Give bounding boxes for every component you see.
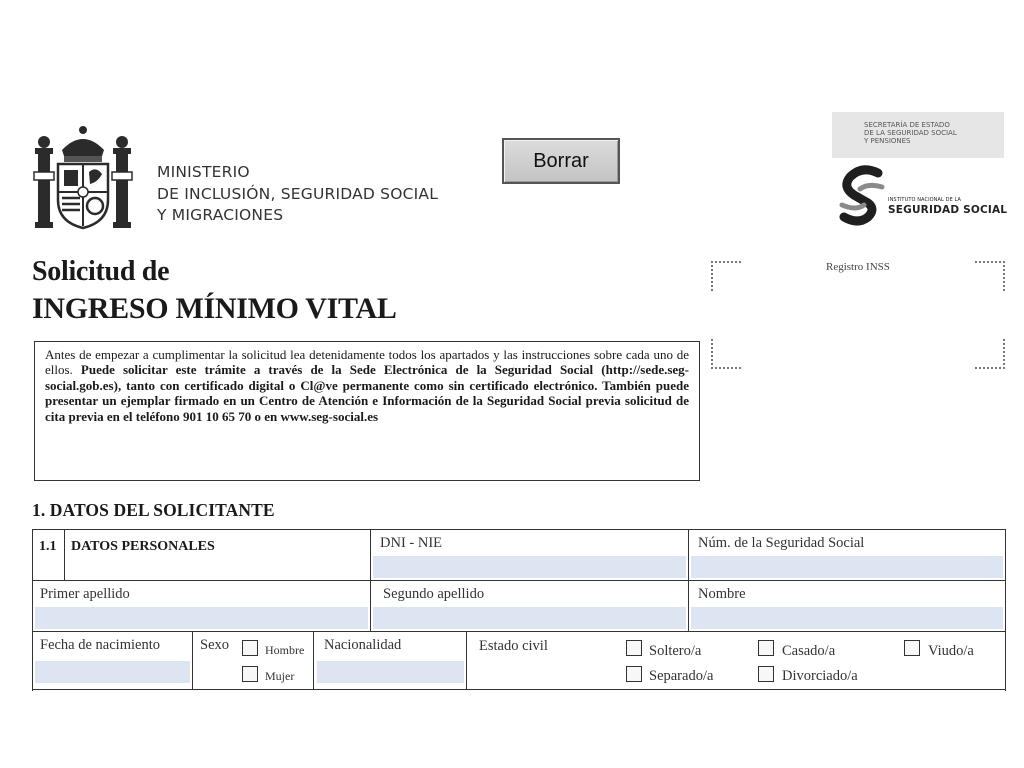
- registro-inss-label: Registro INSS: [826, 261, 890, 273]
- inss-logo-icon: [838, 165, 886, 227]
- num-ss-label: Núm. de la Seguridad Social: [698, 535, 865, 551]
- divorciado-label: Divorciado/a: [782, 668, 858, 684]
- borrar-button[interactable]: Borrar: [502, 138, 620, 184]
- ministry-name: [157, 162, 438, 227]
- nacionalidad-input[interactable]: [317, 661, 464, 683]
- row-divider: [33, 689, 1005, 690]
- sec-estado-line: DE LA SEGURIDAD SOCIAL: [864, 129, 957, 137]
- hombre-checkbox[interactable]: [242, 640, 258, 656]
- ministry-line: MINISTERIO: [157, 163, 250, 181]
- row-divider: [33, 580, 1005, 581]
- hombre-label: Hombre: [265, 643, 305, 657]
- nombre-label: Nombre: [698, 586, 746, 602]
- nacionalidad-label: Nacionalidad: [324, 637, 402, 653]
- primer-apellido-label: Primer apellido: [40, 586, 130, 602]
- page-title-line-1: Solicitud de: [32, 256, 170, 287]
- separado-checkbox[interactable]: [626, 666, 642, 682]
- instructions-bold: Puede solicitar este trámite a través de la Sede Electrónica de la Seguridad Social (http://sede.seg-social.gob.es), tanto con certificado digital o Cl@ve permanente como sin certificado electrónico. También puede presentar un ejemplar firmado en un Centro de Atención e Información de la Seguridad Social previa solicitud de cita previa en el teléfono 901 10 65 70 o en www.seg-social.es: [45, 362, 690, 424]
- mujer-checkbox[interactable]: [242, 666, 258, 682]
- registro-corner: [975, 261, 1005, 291]
- col-divider: [370, 530, 371, 631]
- sexo-label: Sexo: [200, 637, 229, 653]
- col-divider: [688, 530, 689, 631]
- casado-checkbox[interactable]: [758, 640, 774, 656]
- inss-big-text: SEGURIDAD SOCIAL: [888, 204, 1008, 216]
- inss-small-text: INSTITUTO NACIONAL DE LA: [888, 197, 962, 203]
- col-divider: [64, 530, 65, 580]
- instructions-intro: Antes de empezar a cumplimentar la solicitud lea detenidamente todos los apartados y las instrucciones sobre cada uno de ellos.: [45, 347, 689, 378]
- separado-label: Separado/a: [649, 668, 714, 684]
- fecha-nacimiento-input[interactable]: [35, 661, 190, 683]
- instructions-box: [34, 341, 700, 481]
- row-divider: [33, 631, 1005, 632]
- segundo-apellido-input[interactable]: [373, 607, 686, 629]
- registro-corner: [975, 339, 1005, 369]
- ministry-line: DE INCLUSIÓN, SEGURIDAD SOCIAL: [157, 184, 439, 203]
- subsection-number: 1.1: [39, 539, 57, 554]
- num-ss-input[interactable]: [691, 556, 1003, 578]
- subsection-title: DATOS PERSONALES: [71, 539, 215, 554]
- col-divider: [466, 631, 467, 689]
- registro-corner: [711, 261, 741, 291]
- soltero-label: Soltero/a: [649, 643, 702, 659]
- col-divider: [313, 631, 314, 689]
- soltero-checkbox[interactable]: [626, 640, 642, 656]
- estado-civil-label: Estado civil: [479, 638, 548, 654]
- inss-logo-text: [888, 197, 1007, 216]
- sec-estado-line: Y PENSIONES: [864, 137, 911, 145]
- coat-of-arms-icon: [32, 122, 134, 234]
- ministry-line: Y MIGRACIONES: [157, 206, 284, 224]
- mujer-label: Mujer: [265, 669, 295, 683]
- col-divider: [192, 631, 193, 689]
- nombre-input[interactable]: [691, 607, 1003, 629]
- primer-apellido-input[interactable]: [35, 607, 368, 629]
- sec-estado-line: SECRETARÍA DE ESTADO: [864, 121, 950, 129]
- dni-nie-input[interactable]: [373, 556, 686, 578]
- secretaria-estado-banner: [832, 112, 1004, 158]
- datos-personales-form: [32, 529, 1006, 691]
- page-title-line-2: INGRESO MÍNIMO VITAL: [32, 292, 397, 325]
- viudo-label: Viudo/a: [928, 643, 974, 659]
- registro-corner: [711, 339, 741, 369]
- segundo-apellido-label: Segundo apellido: [383, 586, 485, 602]
- casado-label: Casado/a: [782, 643, 836, 659]
- section-title: 1. DATOS DEL SOLICITANTE: [32, 500, 275, 520]
- divorciado-checkbox[interactable]: [758, 666, 774, 682]
- dni-nie-label: DNI - NIE: [380, 535, 443, 551]
- fecha-nacimiento-label: Fecha de nacimiento: [40, 637, 160, 653]
- viudo-checkbox[interactable]: [904, 640, 920, 656]
